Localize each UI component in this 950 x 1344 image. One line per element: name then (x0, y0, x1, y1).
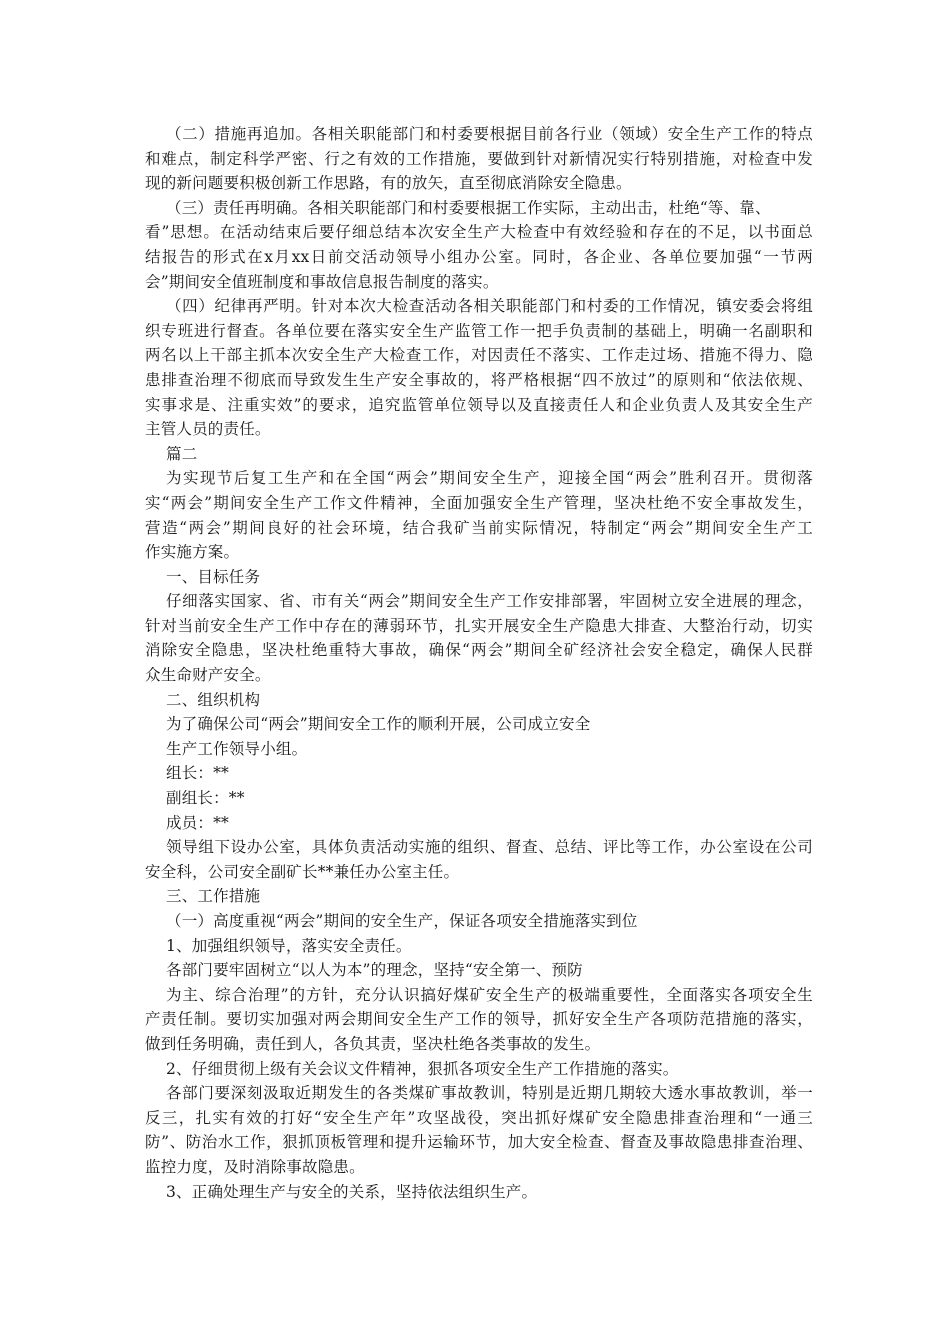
text-line: 仔细落实国家、省、市有关“两会”期间安全生产工作安排部署，牢固树立安全进展的理念， (166, 592, 813, 611)
text-line: 监控力度，及时消除事故隐患。 (145, 1157, 365, 1176)
text-line: 织专班进行督查。各单位要在落实安全生产监管工作一把手负责制的基础上，明确一名副职和 (145, 321, 813, 340)
text-line: 作实施方案。 (145, 543, 240, 562)
text-line: 实事求是、注重实效”的要求，追究监管单位领导以及直接责任人和企业负责人及其安全生产 (145, 395, 813, 414)
text-line: 实“两会”期间安全生产工作文件精神，全面加强安全生产管理，坚决杜绝不安全事故发生， (145, 493, 813, 512)
text-line: 组长：** (166, 764, 230, 783)
text-line: 生产工作领导小组。 (166, 739, 308, 758)
text-line: 主管人员的责任。 (145, 420, 271, 439)
text-line: 3、正确处理生产与安全的关系，坚持依法组织生产。 (166, 1182, 538, 1201)
text-line: 防”、防治水工作，狠抓顶板管理和提升运输环节，加大安全检查、督查及事故隐患排查治理、 (145, 1133, 813, 1152)
text-line: 结报告的形式在x月xx日前交活动领导小组办公室。同时，各企业、各单位要加强“一节两 (145, 247, 813, 266)
text-line: 消除安全隐患，坚决杜绝重特大事故，确保“两会”期间全矿经济社会安全稳定，确保人民群 (145, 641, 813, 660)
text-line: 为主、综合治理”的方针，充分认识搞好煤矿安全生产的极端重要性，全面落实各项安全生 (166, 985, 813, 1004)
text-line: 领导组下设办公室，具体负责活动实施的组织、督查、总结、评比等工作，办公室设在公司 (166, 838, 813, 857)
text-line: 两名以上干部主抓本次安全生产大检查工作，对因责任不落实、工作走过场、措施不得力、隐 (145, 346, 813, 365)
text-line: 反三，扎实有效的打好“安全生产年”攻坚战役，突出抓好煤矿安全隐患排查治理和“一通三 (145, 1108, 813, 1127)
text-line: 成员：** (166, 813, 230, 832)
text-line: 篇二 (166, 444, 198, 463)
text-line: 二、组织机构 (166, 690, 261, 709)
text-line: 看”思想。在活动结束后要仔细总结本次安全生产大检查中有效经验和存在的不足，以书面总 (145, 223, 813, 242)
text-line: 针对当前安全生产工作中存在的薄弱环节，扎实开展安全生产隐患大排查、大整治行动，切实 (145, 616, 813, 635)
text-line: 为了确保公司“两会”期间安全工作的顺利开展，公司成立安全 (166, 715, 591, 734)
text-line: 一、目标任务 (166, 567, 261, 586)
text-line: 各部门要牢固树立“以人为本”的理念，坚持“安全第一、预防 (166, 961, 583, 980)
text-line: 各部门要深刻汲取近期发生的各类煤矿事故教训，特别是近期几期较大透水事故教训，举一 (166, 1084, 813, 1103)
text-line: （四）纪律再严明。针对本次大检查活动各相关职能部门和村委的工作情况，镇安委会将组 (166, 297, 813, 316)
text-line: 三、工作措施 (166, 887, 261, 906)
text-line: （三）责任再明确。各相关职能部门和村委要根据工作实际，主动出击，杜绝“等、靠、 (166, 198, 771, 217)
text-line: 2、仔细贯彻上级有关会议文件精神，狠抓各项安全生产工作措施的落实。 (166, 1059, 679, 1078)
text-line: 做到任务明确，责任到人，各负其责，坚决杜绝各类事故的发生。 (145, 1034, 601, 1053)
text-line: （二）措施再追加。各相关职能部门和村委要根据目前各行业（领域）安全生产工作的特点 (166, 125, 813, 143)
document-body (145, 122, 813, 1204)
text-line: 营造“两会”期间良好的社会环境，结合我矿当前实际情况，特制定“两会”期间安全生产工 (145, 518, 813, 537)
text-line: 产责任制。要切实加强对两会期间安全生产工作的领导，抓好安全生产各项防范措施的落实， (145, 1010, 813, 1029)
text-line: （一）高度重视“两会”期间的安全生产，保证各项安全措施落实到位 (166, 912, 638, 930)
text-line: 和难点，制定科学严密、行之有效的工作措施，要做到针对新情况实行特别措施，对检查中发 (145, 149, 813, 168)
text-line: 会”期间安全值班制度和事故信息报告制度的落实。 (145, 272, 499, 291)
text-line: 现的新问题要积极创新工作思路，有的放矢，直至彻底消除安全隐患。 (145, 174, 632, 193)
text-line: 副组长：** (166, 789, 245, 808)
text-line: 为实现节后复工生产和在全国“两会”期间安全生产，迎接全国“两会”胜利召开。贯彻落 (166, 469, 813, 488)
text-line: 众生命财产安全。 (145, 666, 271, 685)
text-line: 1、加强组织领导，落实安全责任。 (166, 936, 412, 955)
text-line: 患排查治理不彻底而导致发生生产安全事故的，将严格根据“四不放过”的原则和“依法依规、 (145, 370, 813, 389)
text-line: 安全科，公司安全副矿长**兼任办公室主任。 (145, 862, 460, 881)
